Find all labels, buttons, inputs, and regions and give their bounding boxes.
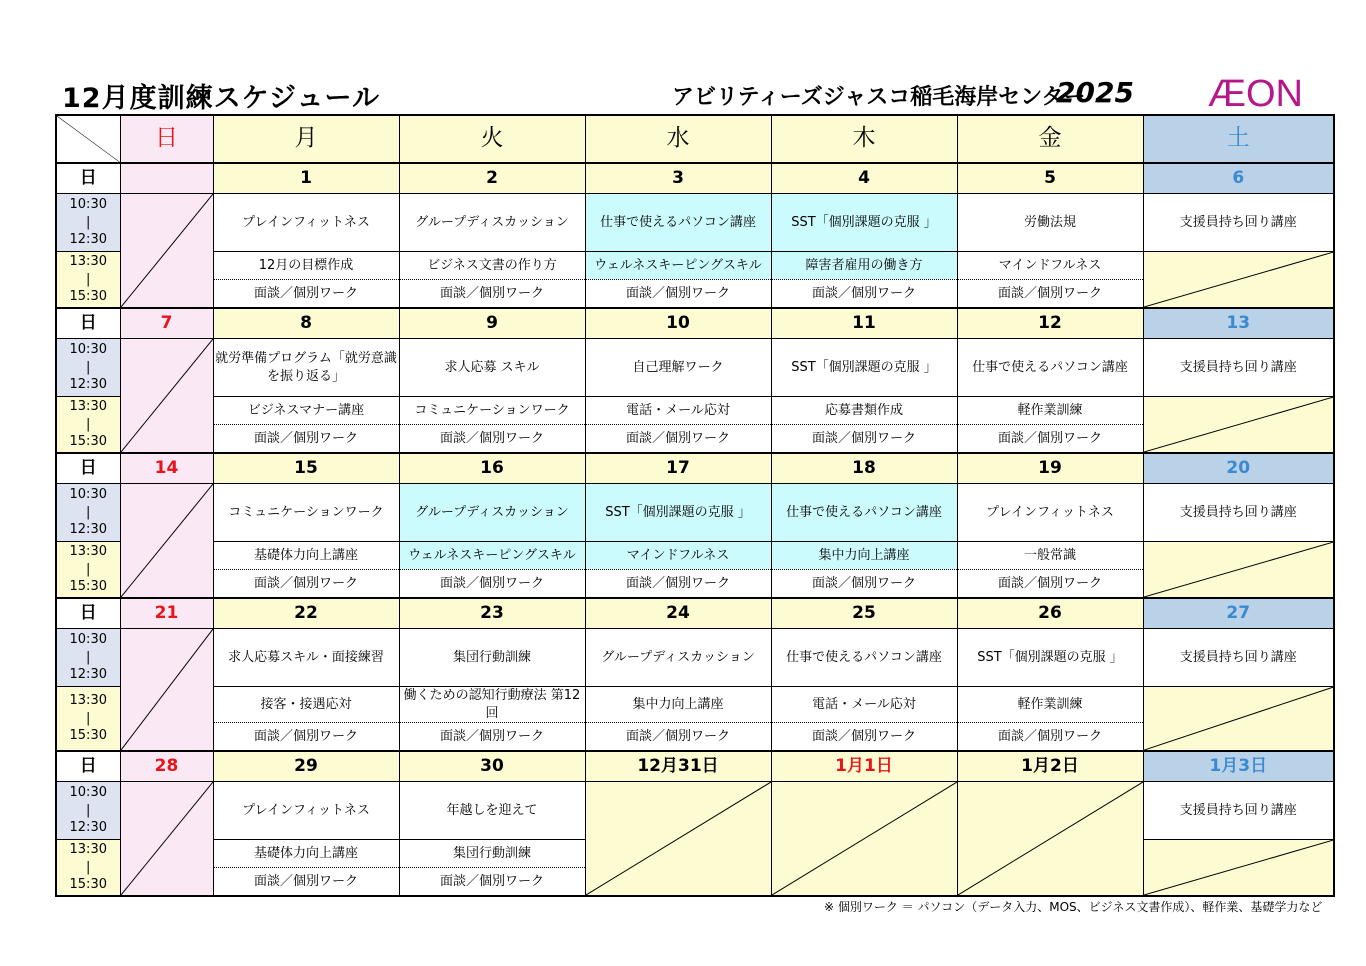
slash-line bbox=[1144, 252, 1334, 307]
date-row-label: 日 bbox=[56, 308, 120, 339]
pm-interview: 面談／個別ワーク bbox=[213, 723, 399, 752]
am-row bbox=[56, 194, 1334, 252]
time-text: 15:30 bbox=[69, 434, 107, 450]
time-text: | bbox=[86, 561, 91, 577]
am-row bbox=[56, 782, 1334, 840]
time-text: 12:30 bbox=[69, 377, 107, 393]
date-cell: 25 bbox=[771, 598, 957, 629]
pm-time-slot bbox=[56, 397, 120, 454]
date-cell: 9 bbox=[399, 308, 585, 339]
pm-time-slot bbox=[56, 687, 120, 752]
pm-interview: 面談／個別ワーク bbox=[957, 570, 1143, 599]
date-cell: 8 bbox=[213, 308, 399, 339]
sunday-closed-cell bbox=[120, 339, 213, 454]
am-time-slot bbox=[56, 194, 120, 252]
pm-row-1 bbox=[56, 397, 1334, 425]
pm-time-slot bbox=[56, 840, 120, 897]
pm-interview: 面談／個別ワーク bbox=[399, 723, 585, 752]
time-text: 13:30 bbox=[69, 842, 107, 858]
date-row-label: 日 bbox=[56, 163, 120, 194]
holiday-closed-cell bbox=[957, 782, 1143, 897]
date-sunday: 14 bbox=[120, 453, 213, 484]
slash-line bbox=[958, 782, 1143, 895]
slash-line bbox=[121, 629, 213, 750]
am-session: プレインフィットネス bbox=[957, 484, 1143, 542]
pm-interview: 面談／個別ワーク bbox=[771, 280, 957, 309]
pm-interview: 面談／個別ワーク bbox=[399, 280, 585, 309]
pm-row-1 bbox=[56, 687, 1334, 723]
am-row bbox=[56, 629, 1334, 687]
weekday-header-row bbox=[56, 115, 1334, 163]
pm-session: ビジネス文書の作り方 bbox=[399, 252, 585, 280]
slash-line bbox=[121, 339, 213, 452]
time-text: | bbox=[86, 504, 91, 520]
date-row bbox=[56, 751, 1334, 782]
date-cell: 24 bbox=[585, 598, 771, 629]
date-cell: 29 bbox=[213, 751, 399, 782]
pm-interview: 面談／個別ワーク bbox=[957, 723, 1143, 752]
saturday-session: 支援員持ち回り講座 bbox=[1143, 629, 1334, 687]
pm-session: 働くための認知行動療法 第12回 bbox=[399, 687, 585, 723]
saturday-closed-cell bbox=[1143, 542, 1334, 599]
date-row bbox=[56, 308, 1334, 339]
holiday-closed-cell bbox=[585, 782, 771, 897]
time-text: | bbox=[86, 214, 91, 230]
pm-interview: 面談／個別ワーク bbox=[585, 570, 771, 599]
am-session: グループディスカッション bbox=[399, 484, 585, 542]
am-time-slot bbox=[56, 484, 120, 542]
pm-interview: 面談／個別ワーク bbox=[213, 570, 399, 599]
pm-interview: 面談／個別ワーク bbox=[213, 868, 399, 897]
holiday-closed-cell bbox=[771, 782, 957, 897]
saturday-session: 支援員持ち回り講座 bbox=[1143, 782, 1334, 840]
pm-session: マインドフルネス bbox=[957, 252, 1143, 280]
pm-interview: 面談／個別ワーク bbox=[585, 425, 771, 454]
slash-line bbox=[1144, 397, 1334, 452]
time-text: | bbox=[86, 859, 91, 875]
time-text: 15:30 bbox=[69, 579, 107, 595]
slash-line bbox=[1144, 542, 1334, 597]
pm-interview: 面談／個別ワーク bbox=[771, 425, 957, 454]
am-row bbox=[56, 339, 1334, 397]
am-session: プレインフィットネス bbox=[213, 782, 399, 840]
time-text: 13:30 bbox=[69, 254, 107, 270]
pm-session: マインドフルネス bbox=[585, 542, 771, 570]
time-text: 15:30 bbox=[69, 877, 107, 893]
date-cell: 17 bbox=[585, 453, 771, 484]
date-row-label: 日 bbox=[56, 751, 120, 782]
am-session: 仕事で使えるパソコン講座 bbox=[957, 339, 1143, 397]
date-cell: 16 bbox=[399, 453, 585, 484]
time-text: | bbox=[86, 802, 91, 818]
date-row-label: 日 bbox=[56, 598, 120, 629]
date-cell: 4 bbox=[771, 163, 957, 194]
pm-session: 電話・メール応対 bbox=[771, 687, 957, 723]
time-text: | bbox=[86, 416, 91, 432]
sunday-closed-cell bbox=[120, 484, 213, 599]
saturday-closed-cell bbox=[1143, 252, 1334, 309]
pm-session: 集中力向上講座 bbox=[771, 542, 957, 570]
date-saturday: 13 bbox=[1143, 308, 1334, 339]
am-session: 仕事で使えるパソコン講座 bbox=[585, 194, 771, 252]
time-text: | bbox=[86, 271, 91, 287]
time-text: 13:30 bbox=[69, 693, 107, 709]
am-session: SST「個別課題の克服 」 bbox=[771, 339, 957, 397]
am-session: 年越しを迎えて bbox=[399, 782, 585, 840]
sunday-closed-cell bbox=[120, 629, 213, 752]
date-cell: 12 bbox=[957, 308, 1143, 339]
date-cell: 26 bbox=[957, 598, 1143, 629]
date-saturday: 6 bbox=[1143, 163, 1334, 194]
pm-session: 12月の目標作成 bbox=[213, 252, 399, 280]
pm-time-slot bbox=[56, 542, 120, 599]
am-session: 求人応募スキル・面接練習 bbox=[213, 629, 399, 687]
date-cell: 19 bbox=[957, 453, 1143, 484]
pm-interview: 面談／個別ワーク bbox=[399, 425, 585, 454]
date-row bbox=[56, 453, 1334, 484]
date-cell: 12月31日 bbox=[585, 751, 771, 782]
pm-interview: 面談／個別ワーク bbox=[585, 723, 771, 752]
pm-row-1 bbox=[56, 252, 1334, 280]
pm-session: 軽作業訓練 bbox=[957, 397, 1143, 425]
am-session: SST「個別課題の克服 」 bbox=[771, 194, 957, 252]
time-text: | bbox=[86, 710, 91, 726]
am-session: コミュニケーションワーク bbox=[213, 484, 399, 542]
sunday-closed-cell bbox=[120, 782, 213, 897]
pm-session: 応募書類作成 bbox=[771, 397, 957, 425]
date-cell: 1月1日 bbox=[771, 751, 957, 782]
pm-interview: 面談／個別ワーク bbox=[771, 570, 957, 599]
date-cell: 30 bbox=[399, 751, 585, 782]
date-sunday: 21 bbox=[120, 598, 213, 629]
saturday-closed-cell bbox=[1143, 840, 1334, 897]
am-session: 仕事で使えるパソコン講座 bbox=[771, 484, 957, 542]
date-sunday: 7 bbox=[120, 308, 213, 339]
pm-interview: 面談／個別ワーク bbox=[957, 425, 1143, 454]
year: 2025 bbox=[1056, 76, 1134, 109]
date-cell: 18 bbox=[771, 453, 957, 484]
time-text: 10:30 bbox=[69, 487, 107, 503]
header-thursday: 木 bbox=[771, 115, 957, 163]
slash-line bbox=[121, 782, 213, 895]
pm-session: 集中力向上講座 bbox=[585, 687, 771, 723]
slash-line bbox=[1144, 840, 1334, 895]
header-sunday: 日 bbox=[120, 115, 213, 163]
date-cell: 1月2日 bbox=[957, 751, 1143, 782]
date-row-label: 日 bbox=[56, 453, 120, 484]
saturday-session: 支援員持ち回り講座 bbox=[1143, 194, 1334, 252]
pm-row-1 bbox=[56, 542, 1334, 570]
pm-interview: 面談／個別ワーク bbox=[213, 425, 399, 454]
pm-session: 電話・メール応対 bbox=[585, 397, 771, 425]
date-cell: 3 bbox=[585, 163, 771, 194]
am-session: 求人応募 スキル bbox=[399, 339, 585, 397]
sunday-closed-cell bbox=[120, 194, 213, 309]
time-text: 12:30 bbox=[69, 820, 107, 836]
date-cell: 5 bbox=[957, 163, 1143, 194]
time-text: | bbox=[86, 359, 91, 375]
header-monday: 月 bbox=[213, 115, 399, 163]
date-cell: 15 bbox=[213, 453, 399, 484]
time-text: 15:30 bbox=[69, 289, 107, 305]
slash-line bbox=[1144, 687, 1334, 750]
date-cell: 2 bbox=[399, 163, 585, 194]
date-cell: 22 bbox=[213, 598, 399, 629]
am-session: グループディスカッション bbox=[585, 629, 771, 687]
pm-session: ビジネスマナー講座 bbox=[213, 397, 399, 425]
time-text: 15:30 bbox=[69, 728, 107, 744]
pm-interview: 面談／個別ワーク bbox=[399, 868, 585, 897]
time-text: 13:30 bbox=[69, 544, 107, 560]
am-session: 自己理解ワーク bbox=[585, 339, 771, 397]
pm-session: 接客・接遇応対 bbox=[213, 687, 399, 723]
pm-session: ウェルネスキーピングスキル bbox=[585, 252, 771, 280]
time-text: 10:30 bbox=[69, 785, 107, 801]
pm-session: コミュニケーションワーク bbox=[399, 397, 585, 425]
am-session: SST「個別課題の克服 」 bbox=[957, 629, 1143, 687]
time-text: 13:30 bbox=[69, 399, 107, 415]
slash-line bbox=[121, 484, 213, 597]
am-time-slot bbox=[56, 782, 120, 840]
am-session: プレインフィットネス bbox=[213, 194, 399, 252]
am-time-slot bbox=[56, 339, 120, 397]
am-time-slot bbox=[56, 629, 120, 687]
time-text: 10:30 bbox=[69, 197, 107, 213]
pm-interview: 面談／個別ワーク bbox=[213, 280, 399, 309]
header-saturday: 土 bbox=[1143, 115, 1334, 163]
date-cell: 10 bbox=[585, 308, 771, 339]
header-friday: 金 bbox=[957, 115, 1143, 163]
footnote: ※ 個別ワーク ＝ パソコン（データ入力、MOS、ビジネス文書作成）、軽作業、基礎学力など bbox=[824, 900, 1323, 914]
saturday-closed-cell bbox=[1143, 397, 1334, 454]
header-tuesday: 火 bbox=[399, 115, 585, 163]
date-cell: 11 bbox=[771, 308, 957, 339]
center-name: アビリティーズジャスコ稲毛海岸センター bbox=[672, 85, 1086, 110]
date-cell: 23 bbox=[399, 598, 585, 629]
saturday-session: 支援員持ち回り講座 bbox=[1143, 339, 1334, 397]
date-saturday: 1月3日 bbox=[1143, 751, 1334, 782]
am-row bbox=[56, 484, 1334, 542]
am-session: 就労準備プログラム「就労意識を振り返る」 bbox=[213, 339, 399, 397]
time-text: 12:30 bbox=[69, 522, 107, 538]
slash-line bbox=[586, 782, 771, 895]
date-saturday: 20 bbox=[1143, 453, 1334, 484]
pm-session: 基礎体力向上講座 bbox=[213, 542, 399, 570]
schedule-table bbox=[55, 114, 1335, 897]
slash-line bbox=[121, 194, 213, 307]
slash-line bbox=[772, 782, 957, 895]
date-sunday: 28 bbox=[120, 751, 213, 782]
date-cell: 1 bbox=[213, 163, 399, 194]
am-session: グループディスカッション bbox=[399, 194, 585, 252]
pm-session: 一般常識 bbox=[957, 542, 1143, 570]
pm-interview: 面談／個別ワーク bbox=[957, 280, 1143, 309]
pm-session: 軽作業訓練 bbox=[957, 687, 1143, 723]
pm-session: 基礎体力向上講座 bbox=[213, 840, 399, 868]
logo-text: ÆON bbox=[1208, 73, 1303, 112]
pm-interview: 面談／個別ワーク bbox=[771, 723, 957, 752]
pm-session: ウェルネスキーピングスキル bbox=[399, 542, 585, 570]
page-title: 12月度訓練スケジュール bbox=[62, 83, 380, 114]
am-session: SST「個別課題の克服 」 bbox=[585, 484, 771, 542]
pm-interview: 面談／個別ワーク bbox=[399, 570, 585, 599]
time-text: | bbox=[86, 649, 91, 665]
am-session: 集団行動訓練 bbox=[399, 629, 585, 687]
am-session: 仕事で使えるパソコン講座 bbox=[771, 629, 957, 687]
saturday-session: 支援員持ち回り講座 bbox=[1143, 484, 1334, 542]
date-sunday bbox=[120, 163, 213, 194]
saturday-closed-cell bbox=[1143, 687, 1334, 752]
pm-interview: 面談／個別ワーク bbox=[585, 280, 771, 309]
time-text: 10:30 bbox=[69, 632, 107, 648]
am-session: 労働法規 bbox=[957, 194, 1143, 252]
time-text: 12:30 bbox=[69, 667, 107, 683]
pm-session: 障害者雇用の働き方 bbox=[771, 252, 957, 280]
pm-time-slot bbox=[56, 252, 120, 309]
date-row bbox=[56, 598, 1334, 629]
pm-session: 集団行動訓練 bbox=[399, 840, 585, 868]
aeon-logo bbox=[1208, 72, 1318, 112]
date-saturday: 27 bbox=[1143, 598, 1334, 629]
date-row bbox=[56, 163, 1334, 194]
time-text: 12:30 bbox=[69, 232, 107, 248]
header-wednesday: 水 bbox=[585, 115, 771, 163]
time-text: 10:30 bbox=[69, 342, 107, 358]
corner-cell bbox=[56, 115, 120, 163]
